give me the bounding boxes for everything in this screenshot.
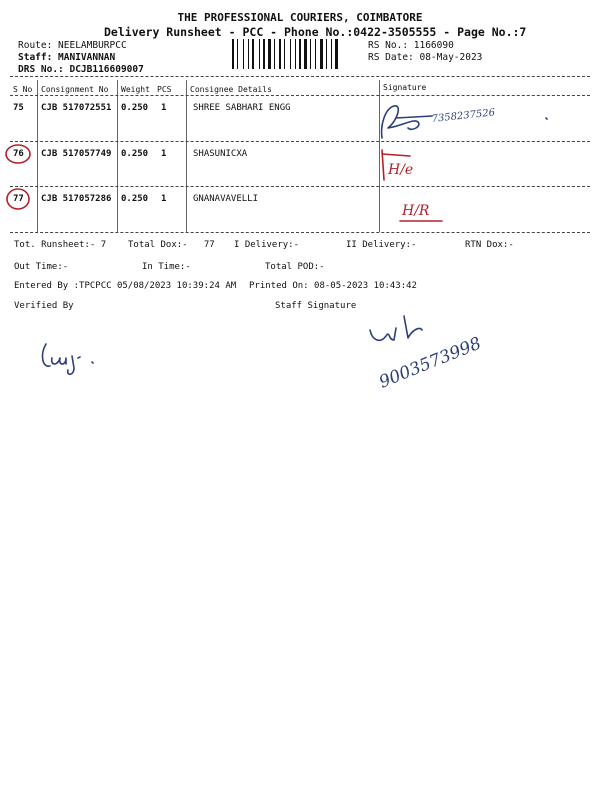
col-header-consignment: Consignment No bbox=[41, 85, 109, 94]
row-weight: 0.250 bbox=[121, 149, 149, 159]
i-delivery: I Delivery:- bbox=[234, 240, 300, 250]
rtn-dox: RTN Dox:- bbox=[465, 240, 514, 250]
staff-signature-label: Staff Signature bbox=[275, 301, 357, 311]
row-consignee: SHREE SABHARI ENGG bbox=[193, 103, 291, 113]
signature-row-77 bbox=[396, 193, 456, 225]
total-dox: Total Dox:- 77 bbox=[128, 240, 215, 250]
out-time: Out Time:- bbox=[14, 262, 69, 272]
runsheet-subtitle: Delivery Runsheet - PCC - Phone No.:0422-3505555 - Page No.:7 bbox=[104, 25, 527, 39]
row-consignment-no: CJB 517072551 bbox=[41, 103, 112, 113]
total-pod: Total POD:- bbox=[265, 262, 325, 272]
route-label: Route: NEELAMBURPCC bbox=[18, 40, 127, 51]
col-divider bbox=[37, 80, 38, 232]
rs-date: RS Date: 08-May-2023 bbox=[368, 52, 483, 63]
tot-runsheet: Tot. Runsheet:- 7 bbox=[14, 240, 107, 250]
printed-on: Printed On: 08-05-2023 10:43:42 bbox=[249, 281, 417, 291]
company-title: THE PROFESSIONAL COURIERS, COIMBATORE bbox=[177, 11, 423, 24]
col-header-pcs: PCS bbox=[157, 85, 172, 94]
row-weight: 0.250 bbox=[121, 194, 149, 204]
table-top-rule bbox=[10, 76, 590, 77]
signature-row-75 bbox=[372, 98, 562, 146]
signature-note: H/R bbox=[402, 203, 430, 219]
col-header-sno: S No bbox=[13, 85, 33, 94]
row-76-circle bbox=[3, 142, 33, 166]
drs-number: DRS No.: DCJB116609007 bbox=[18, 64, 144, 75]
col-divider bbox=[186, 80, 187, 232]
col-divider bbox=[117, 80, 118, 232]
staff-label: Staff: MANIVANNAN bbox=[18, 52, 116, 63]
signature-note: 7358237526 bbox=[431, 107, 496, 125]
row-pcs: 1 bbox=[161, 103, 167, 113]
col-header-consignee: Consignee Details bbox=[190, 85, 272, 94]
row-sno: 75 bbox=[13, 103, 24, 113]
in-time: In Time:- bbox=[142, 262, 191, 272]
row-consignment-no: CJB 517057749 bbox=[41, 149, 112, 159]
row-consignment-no: CJB 517057286 bbox=[41, 194, 112, 204]
col-header-weight: Weight bbox=[121, 85, 150, 94]
row-77-circle bbox=[4, 186, 34, 212]
row-pcs: 1 bbox=[161, 149, 167, 159]
staff-signature-handwritten bbox=[360, 300, 540, 400]
rs-number: RS No.: 1166090 bbox=[368, 40, 454, 51]
row-consignee: GNANAVAVELLI bbox=[193, 194, 259, 204]
row-pcs: 1 bbox=[161, 194, 167, 204]
verified-by-label: Verified By bbox=[14, 301, 74, 311]
col-header-signature: Signature bbox=[383, 83, 427, 92]
row-sno: 76 bbox=[13, 149, 24, 159]
verified-by-signature bbox=[36, 330, 116, 380]
row-rule bbox=[10, 186, 590, 187]
handwritten-phone: 9003573998 bbox=[376, 333, 485, 393]
entered-by: Entered By :TPCPCC 05/08/2023 10:39:24 AM bbox=[14, 281, 237, 291]
signature-note: H/e bbox=[388, 162, 414, 178]
ii-delivery: II Delivery:- bbox=[346, 240, 417, 250]
barcode bbox=[232, 39, 360, 69]
row-sno: 77 bbox=[13, 194, 24, 204]
row-consignee: SHASUNICXA bbox=[193, 149, 248, 159]
row-weight: 0.250 bbox=[121, 103, 149, 113]
header-rule bbox=[10, 95, 590, 96]
signature-row-76 bbox=[376, 146, 436, 184]
table-bottom-rule bbox=[10, 232, 590, 233]
